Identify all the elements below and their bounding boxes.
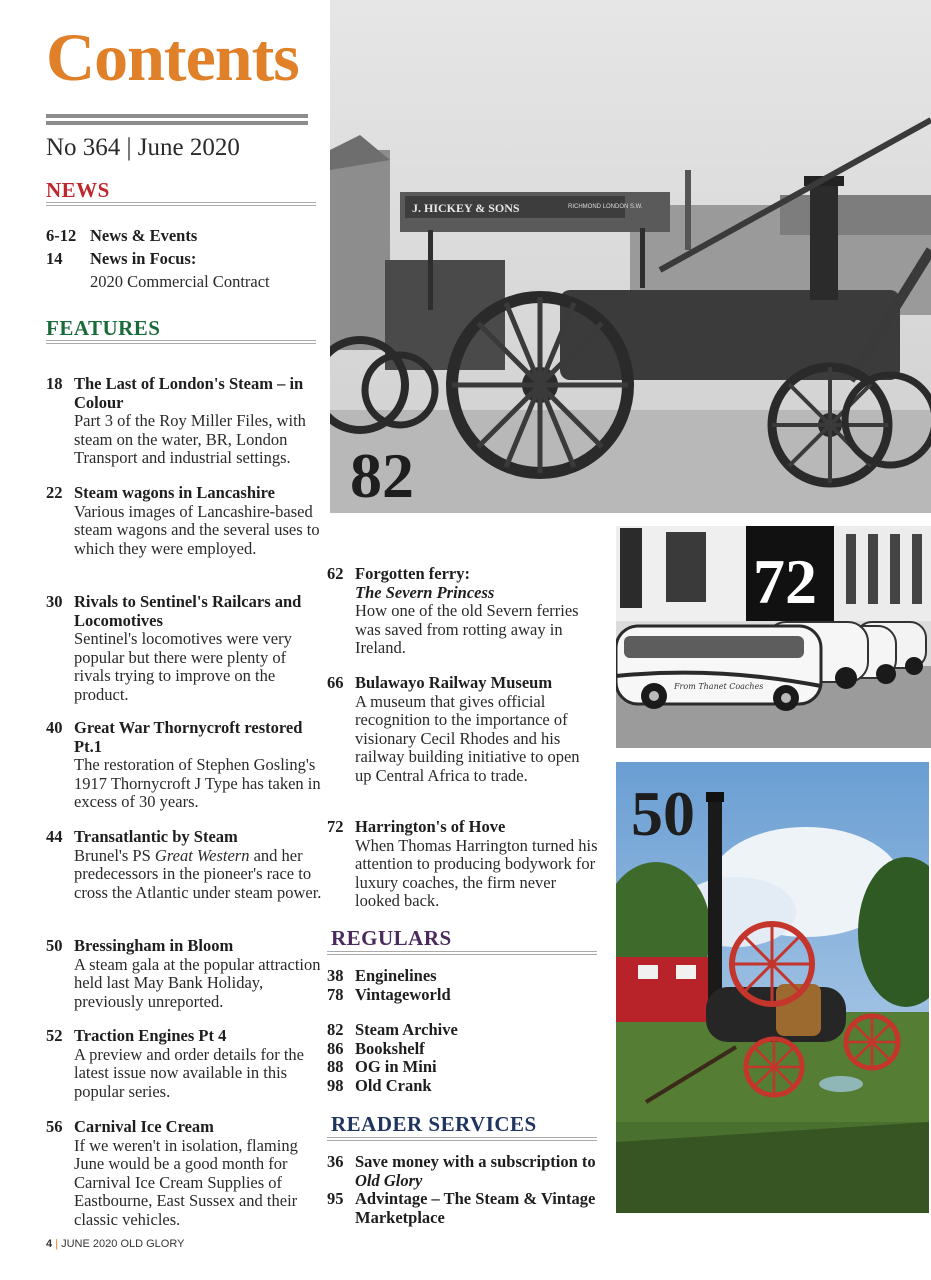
entry-page-number: 6-12 (46, 226, 77, 245)
list-item[interactable]: 86 Bookshelf (327, 1038, 425, 1058)
canopy-board-text: J. HICKEY & SONS (412, 201, 520, 215)
features-heading: FEATURES (46, 316, 161, 340)
entry-title: Bulawayo Railway Museum (355, 673, 553, 692)
feature-entry[interactable] (327, 565, 597, 658)
feature-entry[interactable] (46, 1118, 324, 1229)
entry-description: A steam gala at the popular attraction held last May Bank Holiday, previously unreported. (74, 954, 321, 1011)
list-item[interactable]: 82 Steam Archive (327, 1020, 458, 1039)
title-divider (46, 114, 308, 128)
entry-page-number: 36 (327, 1152, 344, 1171)
entry-description: If we weren't in isolation, flaming June would be a good month for Carnival Ice Cream Supplies of Eastbourne, East Sussex and their classic vehicles. (74, 1135, 298, 1229)
entry-page-number: 18 (46, 374, 63, 393)
traction-engine-illustration (330, 0, 931, 513)
entry-page-number: 66 (327, 673, 344, 692)
feature-entry[interactable] (46, 593, 322, 704)
feature-entry[interactable] (327, 818, 599, 911)
entry-description: When Thomas Harrington turned his attention to producing bodywork for luxury coaches, the firm never looked back. (355, 835, 598, 910)
entry-page-number: 52 (46, 1026, 63, 1045)
page-title: Contents (46, 19, 299, 95)
entry-title: Rivals to Sentinel's Railcars and Locomotives (74, 592, 302, 630)
entry-description: Part 3 of the Roy Miller Files, with steam on the water, BR, London Transport and industrial settings. (74, 411, 306, 467)
feature-entry[interactable] (46, 375, 322, 468)
photo-page-number: 72 (753, 546, 817, 617)
entry-page-number: 22 (46, 483, 63, 502)
feature-entry[interactable] (46, 828, 322, 902)
issue-label: No 364 | June 2020 (46, 134, 240, 161)
entry-page-number: 95 (327, 1189, 344, 1208)
list-item[interactable]: 88 OG in Mini (327, 1057, 437, 1076)
page-footer (46, 1238, 184, 1250)
news-heading: NEWS (46, 178, 110, 202)
reader-services-heading: READER SERVICES (331, 1112, 537, 1136)
news-entry[interactable] (46, 250, 321, 291)
feature-entry[interactable] (46, 937, 322, 1011)
entry-description: How one of the old Severn ferries was saved from rotting away in Ireland. (355, 601, 579, 657)
canopy-board-small-text: RICHMOND LONDON S.W. (568, 204, 643, 210)
entry-title: Steam wagons in Lancashire (74, 483, 275, 502)
regulars-list-2 (327, 1021, 458, 1095)
entry-title: Transatlantic by Steam (74, 827, 238, 846)
reader-service-entry[interactable] (327, 1190, 599, 1227)
news-rule (46, 202, 316, 206)
entry-page-number: 56 (46, 1117, 63, 1136)
photo-portable-engine[interactable] (616, 762, 929, 1213)
photo-traction-engine[interactable] (330, 0, 931, 513)
entry-title: Great War Thornycroft restored Pt.1 (74, 718, 303, 756)
entry-title: Carnival Ice Cream (74, 1117, 214, 1136)
entry-description: Sentinel's locomotives were very popular but there were plenty of rivals trying to improve on the product. (74, 629, 292, 704)
footer-separator: | (55, 1238, 59, 1250)
entry-title: News & Events (90, 226, 198, 245)
feature-entry[interactable] (46, 1027, 322, 1101)
photo-page-number: 82 (350, 440, 414, 511)
photo-page-number: 50 (631, 778, 695, 849)
footer-magazine: OLD GLORY (120, 1238, 185, 1250)
photo-coaches[interactable] (616, 526, 931, 748)
entry-title: Advintage – The Steam & Vintage Marketplace (355, 1189, 596, 1227)
feature-entry[interactable] (46, 719, 322, 812)
entry-page-number: 62 (327, 564, 344, 583)
list-item[interactable]: 98 Old Crank (327, 1075, 432, 1095)
entry-title: Bressingham in Bloom (74, 936, 234, 955)
entry-page-number: 72 (327, 817, 344, 836)
list-item[interactable]: 78 Vintageworld (327, 984, 451, 1004)
entry-page-number: 50 (46, 936, 63, 955)
footer-page-number: 4 (46, 1238, 53, 1250)
coach-script-text: From Thanet Coaches (674, 682, 764, 691)
reader-services-rule (327, 1137, 597, 1141)
entry-title: Traction Engines Pt 4 (74, 1026, 227, 1045)
entry-description: 2020 Commercial Contract (90, 271, 270, 291)
entry-description: Brunel's PS Great Western and her predecessors in the pioneer's race to cross the Atlantic under steam power. (74, 845, 322, 902)
feature-entry[interactable] (46, 484, 322, 558)
feature-entry[interactable] (327, 674, 597, 785)
footer-issue: JUNE 2020 (61, 1238, 118, 1250)
entry-page-number: 40 (46, 718, 63, 737)
entry-title: Save money with a subscription to Old Glory (355, 1152, 596, 1190)
entry-title: Forgotten ferry: (355, 564, 470, 583)
entry-subtitle: The Severn Princess (355, 582, 495, 602)
entry-title: The Last of London's Steam – in Colour (74, 374, 304, 412)
features-rule (46, 340, 316, 344)
entry-description: Various images of Lancashire-based steam wagons and the several uses to which they were employed. (74, 501, 320, 558)
entry-title: News in Focus: (90, 249, 197, 268)
entry-page-number: 44 (46, 827, 63, 846)
regulars-heading: REGULARS (331, 926, 452, 950)
regulars-rule (327, 951, 597, 955)
entry-page-number: 14 (46, 249, 63, 268)
entry-description: A preview and order details for the latest issue now available in this popular series. (74, 1044, 305, 1101)
entry-page-number: 30 (46, 592, 63, 611)
entry-description: A museum that gives official recognition to the importance of visionary Cecil Rhodes and his railway building initiative to open up Central Africa to trade. (355, 691, 580, 785)
reader-service-entry[interactable] (327, 1153, 599, 1190)
regulars-list-1 (327, 967, 451, 1004)
news-entry[interactable] (46, 227, 321, 246)
entry-description: The restoration of Stephen Gosling's 1917 Thornycroft J Type has taken in excess of 30 years. (74, 755, 321, 811)
entry-title: Harrington's of Hove (355, 817, 506, 836)
list-item[interactable]: 38 Enginelines (327, 966, 437, 985)
